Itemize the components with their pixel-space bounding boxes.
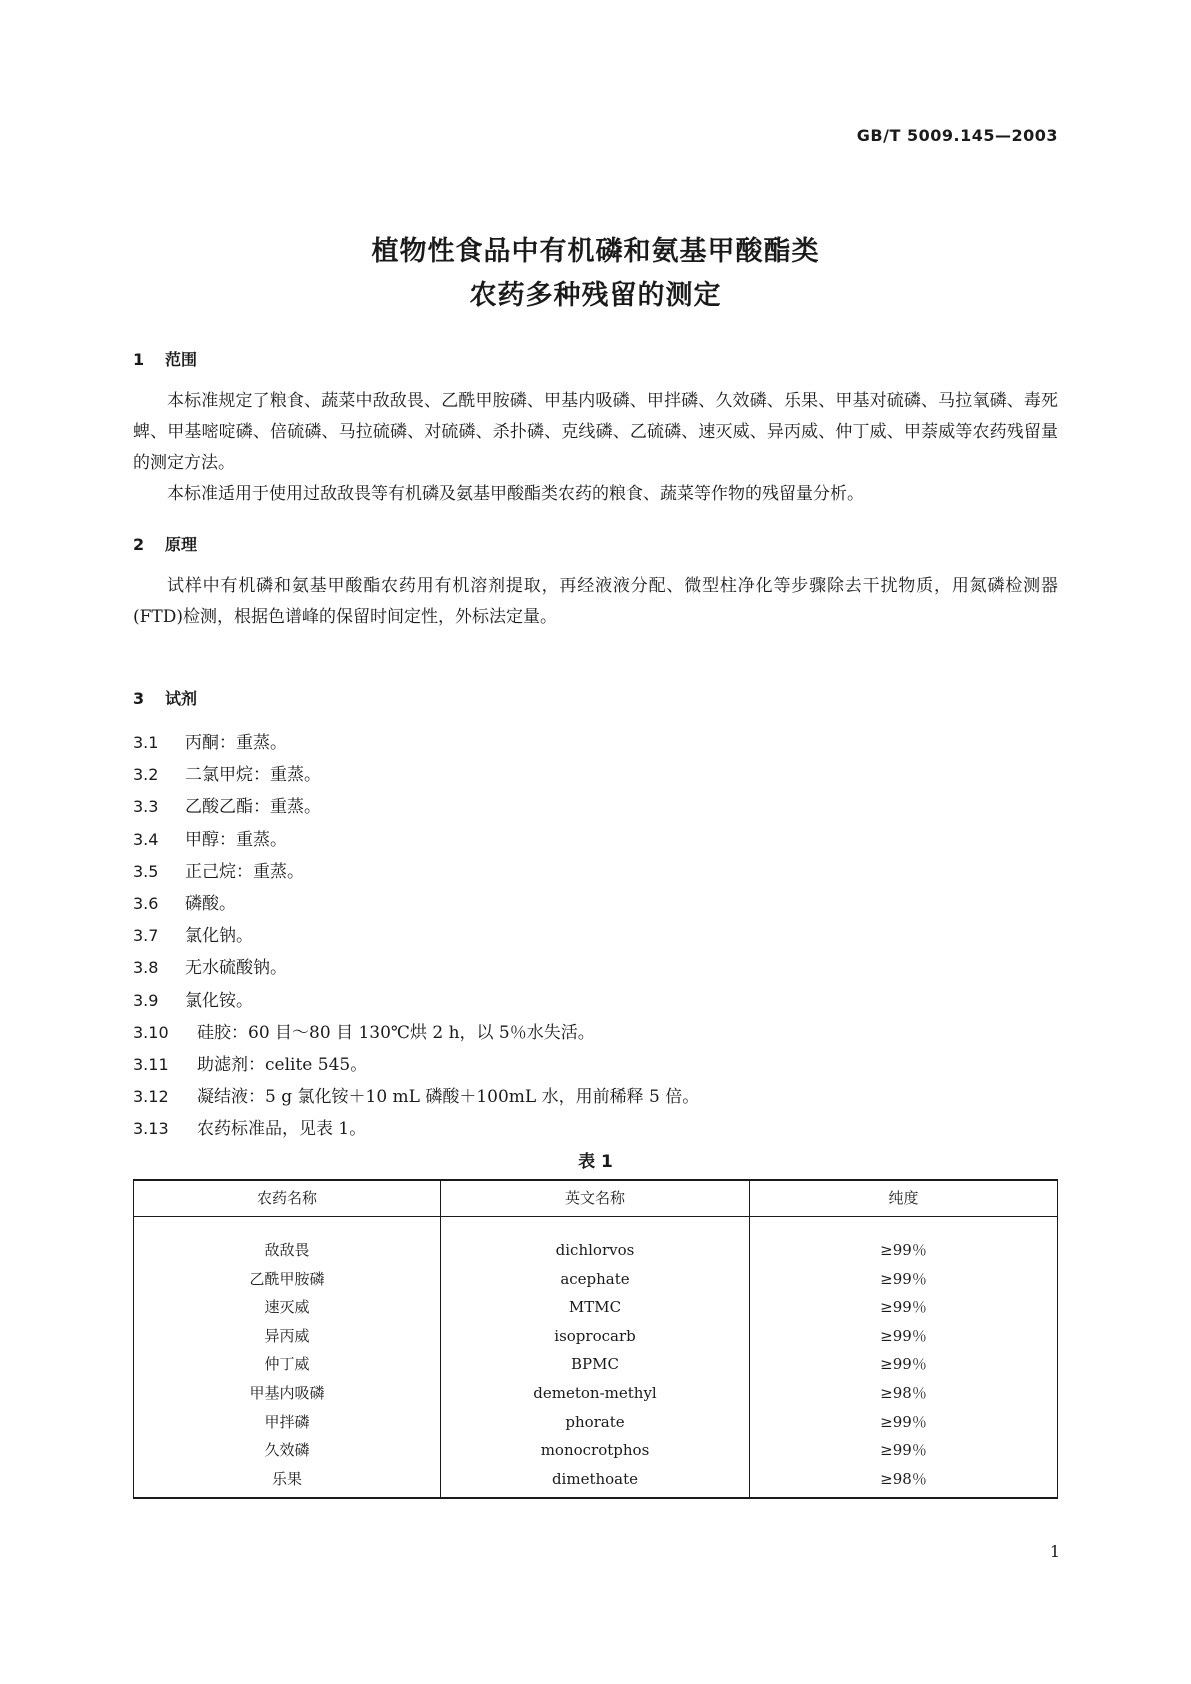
reagent-number: 3.7 <box>133 926 159 946</box>
section-number: 2 <box>133 535 145 554</box>
reagent-item <box>133 920 1058 952</box>
reagent-number: 3.8 <box>133 958 159 978</box>
reagent-item <box>133 791 1058 823</box>
reagent-item <box>133 1017 1058 1049</box>
reagent-text: 正己烷：重蒸。 <box>185 861 304 882</box>
table-cell: BPMC <box>571 1355 619 1374</box>
section-title: 范围 <box>165 350 198 369</box>
header-divider <box>134 1216 1057 1217</box>
reagent-number: 3.1 <box>133 733 159 752</box>
table-cell: dichlorvos <box>555 1241 635 1259</box>
reagent-number: 3.2 <box>133 765 159 785</box>
section-heading-principle <box>133 532 197 555</box>
table-row <box>134 1379 1057 1408</box>
reagent-text: 乙酸乙酯：重蒸。 <box>185 797 321 818</box>
reagent-text: 磷酸。 <box>185 893 236 914</box>
reagent-item <box>133 727 1058 759</box>
table-cell: phorate <box>565 1412 625 1431</box>
table-cell: 速灭威 <box>264 1298 310 1317</box>
table-cell: 敌敌畏 <box>264 1241 310 1259</box>
reagent-item <box>133 824 1058 856</box>
reagent-item <box>133 952 1058 984</box>
table-row <box>134 1265 1057 1294</box>
reagent-number: 3.12 <box>133 1087 169 1107</box>
reagent-number: 3.10 <box>133 1022 169 1042</box>
table-cell: 乐果 <box>271 1469 302 1488</box>
table-header-cell: 农药名称 <box>256 1189 317 1207</box>
table-cell: MTMC <box>568 1298 622 1317</box>
reagent-item <box>133 985 1058 1017</box>
reagent-item <box>133 856 1058 888</box>
reagent-number: 3.13 <box>133 1119 169 1139</box>
table-header-cell: 英文名称 <box>564 1189 625 1207</box>
reagent-text: 无水硫酸钠。 <box>185 958 287 979</box>
table-row <box>134 1350 1057 1379</box>
section-heading-reagents <box>133 686 197 709</box>
table-cell: ≥98％ <box>880 1383 927 1402</box>
reagent-number: 3.11 <box>133 1054 169 1074</box>
section-title: 试剂 <box>165 689 198 708</box>
table-cell: 异丙威 <box>264 1326 310 1345</box>
table-cell: 久效磷 <box>264 1441 310 1460</box>
reagent-number: 3.3 <box>133 797 159 817</box>
table-caption: 表 1 <box>578 1152 613 1172</box>
section-number: 1 <box>133 350 145 369</box>
standard-code: GB/T 5009.145—2003 <box>856 126 1058 145</box>
table-row <box>134 1465 1057 1494</box>
table-cell: monocrotphos <box>540 1441 650 1460</box>
reagent-item <box>133 1049 1058 1081</box>
table-cell: 甲基内吸磷 <box>249 1383 325 1402</box>
table-body <box>134 1236 1057 1493</box>
table-row <box>134 1408 1057 1437</box>
table-cell: ≥99％ <box>880 1441 927 1460</box>
table-cell: ≥99％ <box>880 1326 927 1345</box>
section-title: 原理 <box>165 535 198 554</box>
principle-paragraph: 试样中有机磷和氨基甲酸酯农药用有机溶剂提取，再经液液分配、微型柱净化等步骤除去干扰物质，用氮磷检测器(FTD)检测，根据色谱峰的保留时间定性，外标法定量。 <box>133 576 1058 627</box>
reagent-number: 3.5 <box>133 861 159 881</box>
table-row <box>134 1436 1057 1465</box>
reagent-number: 3.4 <box>133 829 159 849</box>
table-cell: demeton-methyl <box>533 1383 657 1402</box>
title-line-1: 植物性食品中有机磷和氨基甲酸酯类 <box>371 236 820 267</box>
reagent-item <box>133 888 1058 920</box>
table-row <box>134 1322 1057 1351</box>
pesticide-table <box>133 1179 1058 1499</box>
section-heading-scope <box>133 347 197 370</box>
title-line-2: 农药多种残留的测定 <box>469 280 722 311</box>
table-cell: ≥98％ <box>880 1469 927 1488</box>
reagent-text: 农药标准品，见表 1。 <box>197 1119 367 1140</box>
reagent-number: 3.9 <box>133 990 159 1010</box>
table-row <box>134 1236 1057 1265</box>
reagent-number: 3.6 <box>133 893 159 913</box>
table-cell: ≥99％ <box>880 1298 927 1317</box>
page-number: 1 <box>1049 1542 1060 1561</box>
table-cell: ≥99％ <box>880 1241 927 1259</box>
reagent-item <box>133 759 1058 791</box>
reagent-text: 氯化钠。 <box>185 926 253 947</box>
table-cell: 仲丁威 <box>264 1355 310 1374</box>
table-cell: dimethoate <box>551 1469 639 1488</box>
table-header-cell: 纯度 <box>888 1189 919 1207</box>
table-cell: ≥99％ <box>880 1269 927 1288</box>
reagent-item <box>133 1113 1058 1145</box>
reagent-text: 助滤剂：celite 545。 <box>197 1054 368 1075</box>
reagent-text: 凝结液：5 g 氯化铵＋10 mL 磷酸＋100mL 水，用前稀释 5 倍。 <box>197 1087 700 1108</box>
scope-paragraph-1: 本标准规定了粮食、蔬菜中敌敌畏、乙酰甲胺磷、甲基内吸磷、甲拌磷、久效磷、乐果、甲基对硫磷、马拉氧磷、毒死蜱、甲基嘧啶磷、倍硫磷、马拉硫磷、对硫磷、杀扑磷、克线磷、乙硫磷、速灭威、异丙威、仲丁威、甲萘威等农药残留量的测定方法。 <box>133 391 1058 473</box>
reagent-text: 氯化铵。 <box>185 990 253 1011</box>
section-number: 3 <box>133 689 145 708</box>
reagent-list <box>133 727 1058 1145</box>
document-title <box>0 230 1191 318</box>
table-cell: ≥99％ <box>880 1355 927 1374</box>
reagent-text: 硅胶：60 目～80 目 130℃烘 2 h，以 5％水失活。 <box>197 1022 595 1043</box>
scope-paragraph-2: 本标准适用于使用过敌敌畏等有机磷及氨基甲酸酯类农药的粮食、蔬菜等作物的残留量分析。 <box>167 484 864 504</box>
table-cell: isoprocarb <box>554 1326 636 1345</box>
table-cell: 甲拌磷 <box>264 1412 310 1431</box>
table-row <box>134 1293 1057 1322</box>
table-cell: 乙酰甲胺磷 <box>249 1269 325 1288</box>
reagent-text: 丙酮：重蒸。 <box>185 733 287 753</box>
reagent-text: 甲醇：重蒸。 <box>185 829 287 850</box>
reagent-text: 二氯甲烷：重蒸。 <box>185 765 321 786</box>
reagent-item <box>133 1081 1058 1113</box>
table-cell: acephate <box>560 1269 630 1288</box>
table-cell: ≥99％ <box>880 1412 927 1431</box>
